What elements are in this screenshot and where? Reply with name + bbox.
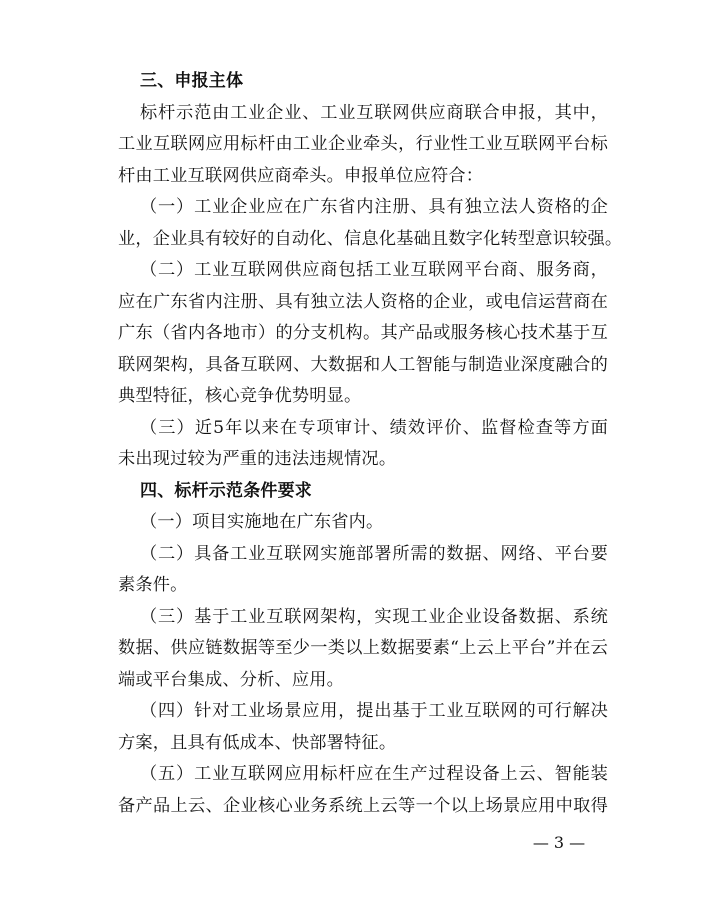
- paragraph-line: 杆由工业互联网供应商牵头。申报单位应符合：: [118, 165, 484, 186]
- paragraph-line: （二）具备工业互联网实施部署所需的数据、网络、平台要: [140, 543, 608, 564]
- paragraph-line: 端或平台集成、分析、应用。: [118, 669, 345, 690]
- paragraph-line: 广东（省内各地市）的分支机构。其产品或服务核心技术基于互: [118, 323, 608, 343]
- paragraph-line: 应在广东省内注册、具有独立法人资格的企业，或电信运营商在: [118, 291, 608, 312]
- paragraph-line: （一）项目实施地在广东省内。: [140, 512, 384, 532]
- paragraph-line: 联网架构，具备互联网、大数据和人工智能与制造业深度融合的: [118, 354, 608, 375]
- paragraph-line: 标杆示范由工业企业、工业互联网供应商联合申报，其中，: [140, 102, 608, 123]
- paragraph-line: 素条件。: [118, 575, 188, 595]
- paragraph-line: 数据、供应链数据等至少一类以上数据要素“上云上平台”并在云: [118, 638, 608, 658]
- paragraph-line: （三）近5年以来在专项审计、绩效评价、监督检查等方面: [140, 417, 608, 438]
- paragraph-line: （三）基于工业互联网架构，实现工业企业设备数据、系统: [140, 606, 608, 627]
- section-heading: 四、标杆示范条件要求: [140, 480, 312, 501]
- paragraph-line: 典型特征，核心竞争优势明显。: [118, 386, 362, 406]
- page-number: — 3 —: [532, 833, 586, 852]
- paragraph-line: 未出现过较为严重的违法违规情况。: [118, 449, 397, 469]
- section-heading: 三、申报主体: [140, 71, 244, 91]
- paragraph-line: （四）针对工业场景应用，提出基于工业互联网的可行解决: [140, 701, 608, 721]
- paragraph-line: （五）工业互联网应用标杆应在生产过程设备上云、智能装: [140, 764, 608, 784]
- paragraph-line: 备产品上云、企业核心业务系统上云等一个以上场景应用中取得: [118, 795, 608, 816]
- paragraph-line: 方案，且具有低成本、快部署特征。: [118, 732, 397, 753]
- paragraph-line: 业，企业具有较好的自动化、信息化基础且数字化转型意识较强。: [118, 228, 623, 249]
- paragraph-line: （二）工业互联网供应商包括工业互联网平台商、服务商，: [140, 260, 608, 280]
- paragraph-line: （一）工业企业应在广东省内注册、具有独立法人资格的企: [140, 197, 608, 217]
- paragraph-line: 工业互联网应用标杆由工业企业牵头，行业性工业互联网平台标: [118, 134, 608, 154]
- document-body: [118, 66, 623, 822]
